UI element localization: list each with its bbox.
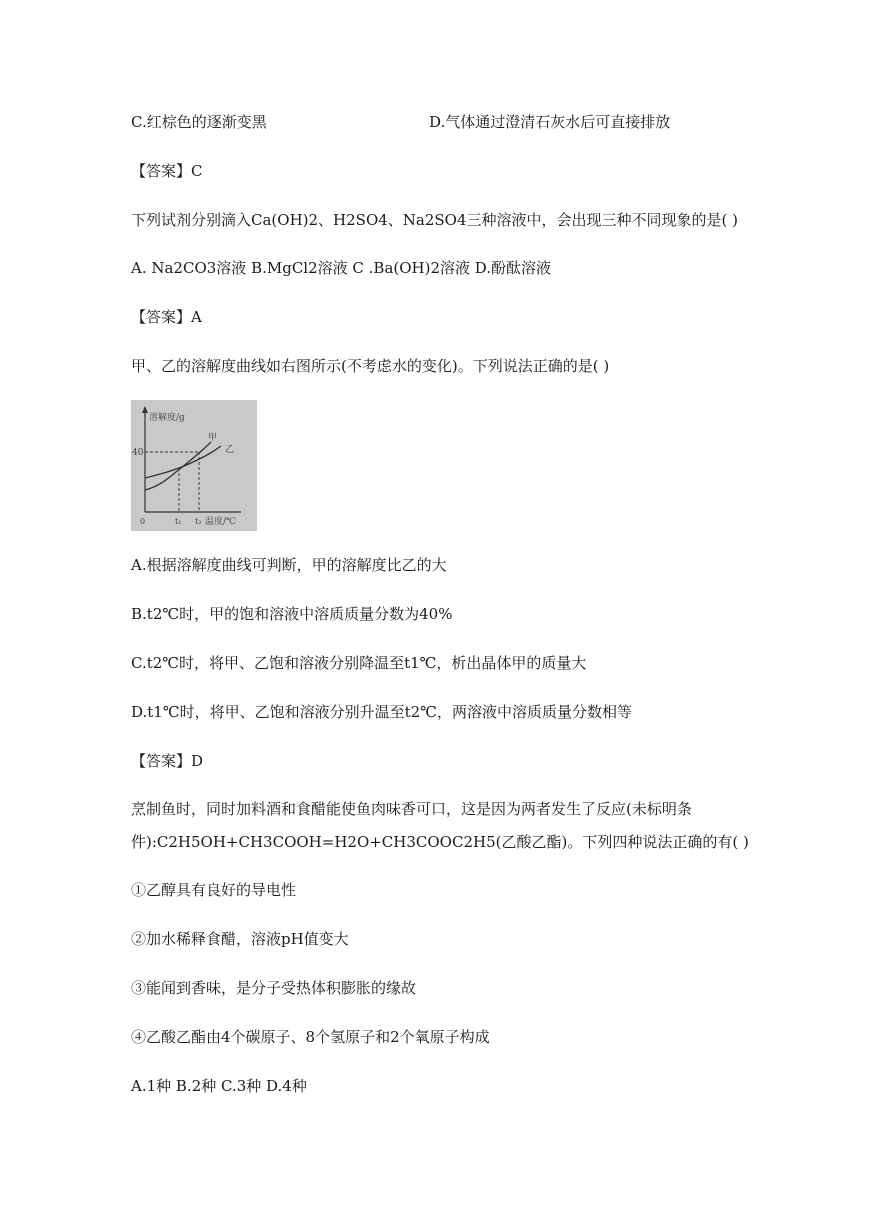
question-c-option: C.红棕色的逐渐变黑 (131, 113, 267, 131)
question-options-reagents: A. Na2CO3溶液 B.MgCl2溶液 C .Ba(OH)2溶液 D.酚酞溶液 (131, 259, 552, 277)
statement-2: ②加水稀释食醋，溶液pH值变大 (131, 930, 349, 948)
question-d-option: D.气体通过澄清石灰水后可直接排放 (429, 113, 671, 131)
x-tick-t2: t₂ (195, 517, 202, 526)
y-axis-arrow (142, 406, 148, 413)
question-stem-reagents: 下列试剂分别滴入Ca(OH)2、H2SO4、Na2SO4三种溶液中，会出现三种不同现象的是( ) (131, 211, 738, 229)
question-stem-ester-1: 烹制鱼时，同时加料酒和食醋能使鱼肉味香可口，这是因为两者发生了反应(未标明条 (131, 800, 692, 818)
statement-4: ④乙酸乙酯由4个碳原子、8个氢原子和2个氧原子构成 (131, 1028, 490, 1046)
curve-yi (145, 446, 221, 478)
answer-3: 【答案】D (131, 752, 204, 770)
answer-1: 【答案】C (131, 162, 203, 180)
question-stem-solubility: 甲、乙的溶解度曲线如右图所示(不考虑水的变化)。下列说法正确的是( ) (131, 357, 610, 375)
y-axis-label: 溶解度/g (149, 413, 185, 423)
origin-label: 0 (140, 517, 146, 526)
series-label-yi: 乙 (225, 445, 235, 455)
statement-1: ①乙醇具有良好的导电性 (131, 881, 297, 899)
question-option-c: C.t2℃时，将甲、乙饱和溶液分别降温至t1℃，析出晶体甲的质量大 (131, 654, 587, 672)
curve-jia (145, 442, 211, 490)
question-stem-ester-2: 件):C2H5OH+CH3COOH=H2O+CH3COOC2H5(乙酸乙酯)。下列四种说法正确的有( ) (131, 833, 749, 851)
series-label-jia: 甲 (208, 433, 218, 443)
x-axis-label: 温度/℃ (205, 517, 237, 527)
answer-2: 【答案】A (131, 308, 202, 326)
statement-3: ③能闻到香味，是分子受热体积膨胀的缘故 (131, 979, 417, 997)
x-tick-t1: t₁ (175, 517, 182, 526)
y-tick-40: 40 (132, 448, 144, 458)
question-option-a: A.根据溶解度曲线可判断，甲的溶解度比乙的大 (131, 556, 447, 574)
question-option-b: B.t2℃时，甲的饱和溶液中溶质质量分数为40% (131, 605, 453, 623)
solubility-curve-figure (131, 400, 257, 531)
question-option-d: D.t1℃时，将甲、乙饱和溶液分别升温至t2℃，两溶液中溶质质量分数相等 (131, 703, 632, 721)
question-options-count: A.1种 B.2种 C.3种 D.4种 (131, 1077, 307, 1095)
